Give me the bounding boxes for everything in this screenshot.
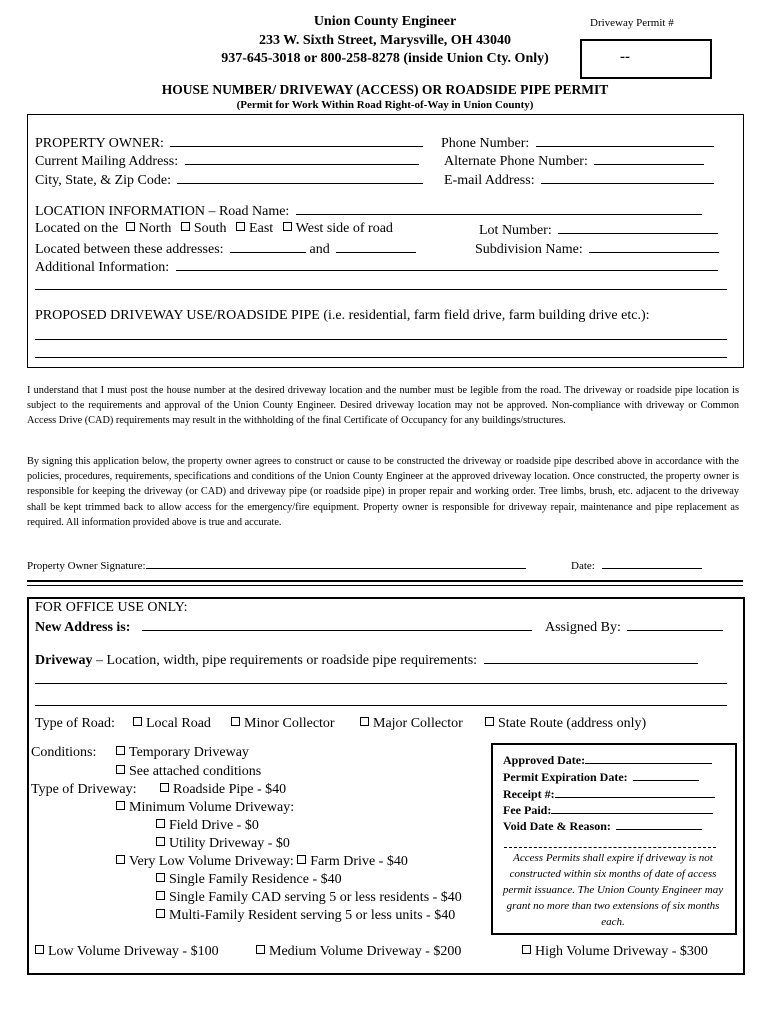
- phone-label: Phone Number:: [441, 136, 530, 151]
- additional-info-field[interactable]: [35, 258, 718, 276]
- org-phones: 937-645-3018 or 800-258-8278 (inside Union Cty. Only): [221, 51, 549, 66]
- minor-collector-checkbox[interactable]: [231, 717, 240, 726]
- driveway-requirements-label: – Location, width, pipe requirements or roadside pipe requirements:: [96, 653, 478, 668]
- permit-number-label: Driveway Permit #: [590, 17, 674, 29]
- approved-date-label: Approved Date:: [503, 753, 586, 767]
- roadside-pipe-checkbox[interactable]: [160, 783, 169, 792]
- minimum-volume-label: Minimum Volume Driveway:: [129, 800, 295, 815]
- east-label: East: [249, 221, 274, 236]
- very-low-volume-option[interactable]: [116, 854, 408, 870]
- lot-number-line[interactable]: [558, 221, 718, 234]
- road-minor[interactable]: [231, 716, 335, 732]
- email-line[interactable]: [541, 171, 714, 184]
- mailing-address-line[interactable]: [185, 152, 419, 165]
- driveway-requirements-field[interactable]: [35, 651, 698, 669]
- receipt-field[interactable]: [503, 786, 715, 802]
- south-checkbox[interactable]: [181, 222, 190, 231]
- signature-date-field[interactable]: [571, 557, 702, 572]
- owner-signature-field[interactable]: [27, 557, 526, 572]
- side-of-road-label: side of road: [326, 221, 393, 236]
- alt-phone-line[interactable]: [594, 152, 704, 165]
- field-drive-checkbox[interactable]: [156, 819, 165, 828]
- driveway-bold-label: Driveway: [35, 653, 93, 668]
- field-drive-option[interactable]: [156, 818, 259, 834]
- farm-drive-label: Farm Drive - $40: [310, 854, 408, 869]
- expiration-note: Access Permits shall expire if driveway is not constructed within six months of date of access permit issuance. The Union County Engineer may grant no more than two extensions of six months each.: [502, 852, 724, 928]
- state-route-checkbox[interactable]: [485, 717, 494, 726]
- additional-info-line-2[interactable]: [35, 289, 727, 290]
- office-use-heading: FOR OFFICE USE ONLY:: [35, 600, 188, 615]
- high-volume-checkbox[interactable]: [522, 945, 531, 954]
- conditions-label: Conditions:: [31, 745, 97, 760]
- north-checkbox[interactable]: [126, 222, 135, 231]
- receipt-label: Receipt #:: [503, 787, 555, 801]
- property-owner-label: PROPERTY OWNER:: [35, 136, 164, 151]
- void-field[interactable]: [503, 818, 702, 834]
- single-family-cad-option[interactable]: [156, 890, 462, 906]
- multi-family-option[interactable]: [156, 908, 455, 924]
- major-collector-label: Major Collector: [373, 716, 463, 731]
- roadside-pipe-label: Roadside Pipe - $40: [173, 782, 287, 797]
- email-field[interactable]: [444, 171, 714, 189]
- fee-paid-field[interactable]: [503, 802, 713, 818]
- agreement-paragraph-2: By signing this application below, the property owner agrees to construct or cause to be constructed the driveway or roadside pipe described above in accordance with the policies, procedures, requirements, specifications and conditions of the Union County Engineer at the approved driveway location. Once constructed, the property owner is responsible for keeping the driveway (or CAD) and driveway pipe (or roadside pipe) in proper repair and working order. Tree limbs, brush, etc. adjacent to the driveway shall be kept trimmed back to allow access for the emergency/fire equipment. Property owner is responsible for driveway repair, maintenance and pipe replacement as required. All information provided above is true and accurate.: [27, 456, 739, 528]
- phone-field[interactable]: [441, 134, 714, 152]
- medium-volume-checkbox[interactable]: [256, 945, 265, 954]
- proposed-use-line-1[interactable]: [35, 339, 727, 340]
- major-collector-checkbox[interactable]: [360, 717, 369, 726]
- low-volume-checkbox[interactable]: [35, 945, 44, 954]
- between-addresses-field[interactable]: [35, 240, 416, 258]
- single-family-label: Single Family Residence - $40: [169, 872, 342, 887]
- lot-number-field[interactable]: [479, 221, 718, 239]
- section-divider-thin: [27, 585, 743, 586]
- road-name-label: LOCATION INFORMATION – Road Name:: [35, 204, 290, 219]
- minimum-volume-option[interactable]: [116, 800, 294, 816]
- single-family-cad-checkbox[interactable]: [156, 891, 165, 900]
- subdivision-line[interactable]: [589, 240, 719, 253]
- side-of-road-field: [35, 221, 393, 237]
- expiration-date-field[interactable]: [503, 769, 699, 785]
- alt-phone-field[interactable]: [444, 152, 704, 170]
- type-of-road-label: Type of Road:: [35, 716, 115, 731]
- high-volume-option[interactable]: [522, 944, 708, 960]
- low-volume-option[interactable]: [35, 944, 219, 960]
- assigned-by-label: Assigned By:: [545, 620, 621, 635]
- org-address: 233 W. Sixth Street, Marysville, OH 43040: [258, 33, 512, 48]
- permit-number-box[interactable]: [580, 39, 712, 79]
- assigned-by-line[interactable]: [627, 618, 723, 631]
- additional-info-label: Additional Information:: [35, 260, 170, 275]
- east-checkbox[interactable]: [236, 222, 245, 231]
- property-owner-field[interactable]: [35, 134, 423, 152]
- void-label: Void Date & Reason:: [503, 819, 611, 833]
- minimum-volume-checkbox[interactable]: [116, 801, 125, 810]
- agreement-paragraph-1: I understand that I must post the house number at the desired driveway location and the number must be legible from the road. The driveway or roadside pipe location is subject to the requirements and approval of the Union County Engineer. Desired driveway location may not be approved. Non-compliance with driveway or Common Access Drive (CAD) requirements may result in the withholding of the final Certificate of Occupancy for any buildings/structures.: [27, 385, 739, 427]
- org-name: Union County Engineer: [313, 14, 457, 29]
- road-local[interactable]: [133, 716, 211, 732]
- subdivision-label: Subdivision Name:: [475, 242, 583, 257]
- local-road-label: Local Road: [146, 716, 211, 731]
- approved-date-field[interactable]: [503, 752, 712, 768]
- temporary-checkbox[interactable]: [116, 746, 125, 755]
- roadside-pipe-option[interactable]: [160, 782, 286, 798]
- subdivision-field[interactable]: [475, 240, 719, 258]
- very-low-volume-checkbox[interactable]: [116, 855, 125, 864]
- west-label: West: [295, 221, 324, 236]
- assigned-by-field[interactable]: [545, 618, 723, 636]
- state-route-label: State Route (address only): [498, 716, 647, 731]
- signature-date-line[interactable]: [602, 557, 702, 569]
- north-label: North: [138, 221, 172, 236]
- mailing-address-field[interactable]: [35, 152, 419, 170]
- single-family-option[interactable]: [156, 872, 342, 888]
- multi-family-label: Multi-Family Resident serving 5 or less units - $40: [169, 908, 456, 923]
- single-family-checkbox[interactable]: [156, 873, 165, 882]
- signature-date-label: Date:: [571, 560, 595, 572]
- utility-driveway-checkbox[interactable]: [156, 837, 165, 846]
- driveway-requirements-line-3[interactable]: [35, 705, 727, 706]
- farm-drive-checkbox[interactable]: [297, 855, 306, 864]
- expiration-date-line[interactable]: [633, 769, 699, 781]
- approved-date-line[interactable]: [585, 752, 712, 764]
- utility-driveway-label: Utility Driveway - $0: [169, 836, 290, 851]
- south-label: South: [193, 221, 227, 236]
- utility-driveway-option[interactable]: [156, 836, 290, 852]
- proposed-use-label: PROPOSED DRIVEWAY USE/ROADSIDE PIPE (i.e. residential, farm field drive, farm building drive etc.):: [35, 308, 650, 323]
- alt-phone-label: Alternate Phone Number:: [444, 154, 588, 169]
- road-name-line[interactable]: [296, 202, 702, 215]
- new-address-line[interactable]: [142, 618, 532, 631]
- property-owner-line[interactable]: [170, 134, 423, 147]
- see-attached-checkbox[interactable]: [116, 765, 125, 774]
- section-divider: [27, 580, 743, 582]
- email-label: E-mail Address:: [444, 173, 535, 188]
- local-road-checkbox[interactable]: [133, 717, 142, 726]
- west-checkbox[interactable]: [283, 222, 292, 231]
- minor-collector-label: Minor Collector: [244, 716, 335, 731]
- address-two-line[interactable]: [336, 240, 416, 253]
- void-line-1[interactable]: [616, 818, 702, 830]
- low-volume-label: Low Volume Driveway - $100: [48, 944, 219, 959]
- see-attached-label: See attached conditions: [129, 764, 262, 779]
- temporary-option[interactable]: [116, 745, 249, 761]
- lot-number-label: Lot Number:: [479, 223, 552, 238]
- phone-line[interactable]: [536, 134, 714, 147]
- driveway-requirements-line[interactable]: [484, 651, 698, 664]
- new-address-field[interactable]: [35, 618, 532, 636]
- owner-signature-line[interactable]: [146, 557, 526, 569]
- and-label: and: [309, 242, 330, 257]
- single-family-cad-label: Single Family CAD serving 5 or less residents - $40: [169, 890, 462, 905]
- city-field[interactable]: [35, 171, 423, 189]
- very-low-volume-label: Very Low Volume Driveway:: [129, 854, 294, 869]
- temporary-label: Temporary Driveway: [129, 745, 249, 760]
- permit-number-value: --: [620, 49, 630, 65]
- owner-signature-label: Property Owner Signature:: [27, 560, 146, 572]
- fee-paid-line[interactable]: [551, 802, 713, 814]
- fee-paid-label: Fee Paid:: [503, 803, 552, 817]
- city-line[interactable]: [177, 171, 423, 184]
- address-one-line[interactable]: [230, 240, 306, 253]
- mailing-address-label: Current Mailing Address:: [35, 154, 179, 169]
- form-subtitle: (Permit for Work Within Road Right-of-Way in Union County): [236, 99, 534, 111]
- type-of-driveway-label: Type of Driveway:: [31, 782, 137, 797]
- form-title: HOUSE NUMBER/ DRIVEWAY (ACCESS) OR ROADSIDE PIPE PERMIT: [161, 82, 609, 97]
- medium-volume-label: Medium Volume Driveway - $200: [269, 944, 462, 959]
- road-state[interactable]: [485, 716, 646, 732]
- multi-family-checkbox[interactable]: [156, 909, 165, 918]
- new-address-label: New Address is:: [35, 620, 131, 635]
- city-label: City, State, & Zip Code:: [35, 173, 171, 188]
- road-name-field[interactable]: [35, 202, 702, 220]
- between-addresses-label: Located between these addresses:: [35, 242, 224, 257]
- located-on-label: Located on the: [35, 221, 119, 236]
- void-line-2[interactable]: [504, 847, 716, 848]
- high-volume-label: High Volume Driveway - $300: [535, 944, 708, 959]
- expiration-date-label: Permit Expiration Date:: [503, 770, 628, 784]
- driveway-requirements-line-2[interactable]: [35, 683, 727, 684]
- see-attached-option[interactable]: [116, 764, 261, 780]
- receipt-line[interactable]: [555, 786, 715, 798]
- road-major[interactable]: [360, 716, 463, 732]
- proposed-use-line-2[interactable]: [35, 357, 727, 358]
- medium-volume-option[interactable]: [256, 944, 461, 960]
- additional-info-line[interactable]: [176, 258, 718, 271]
- field-drive-label: Field Drive - $0: [169, 818, 259, 833]
